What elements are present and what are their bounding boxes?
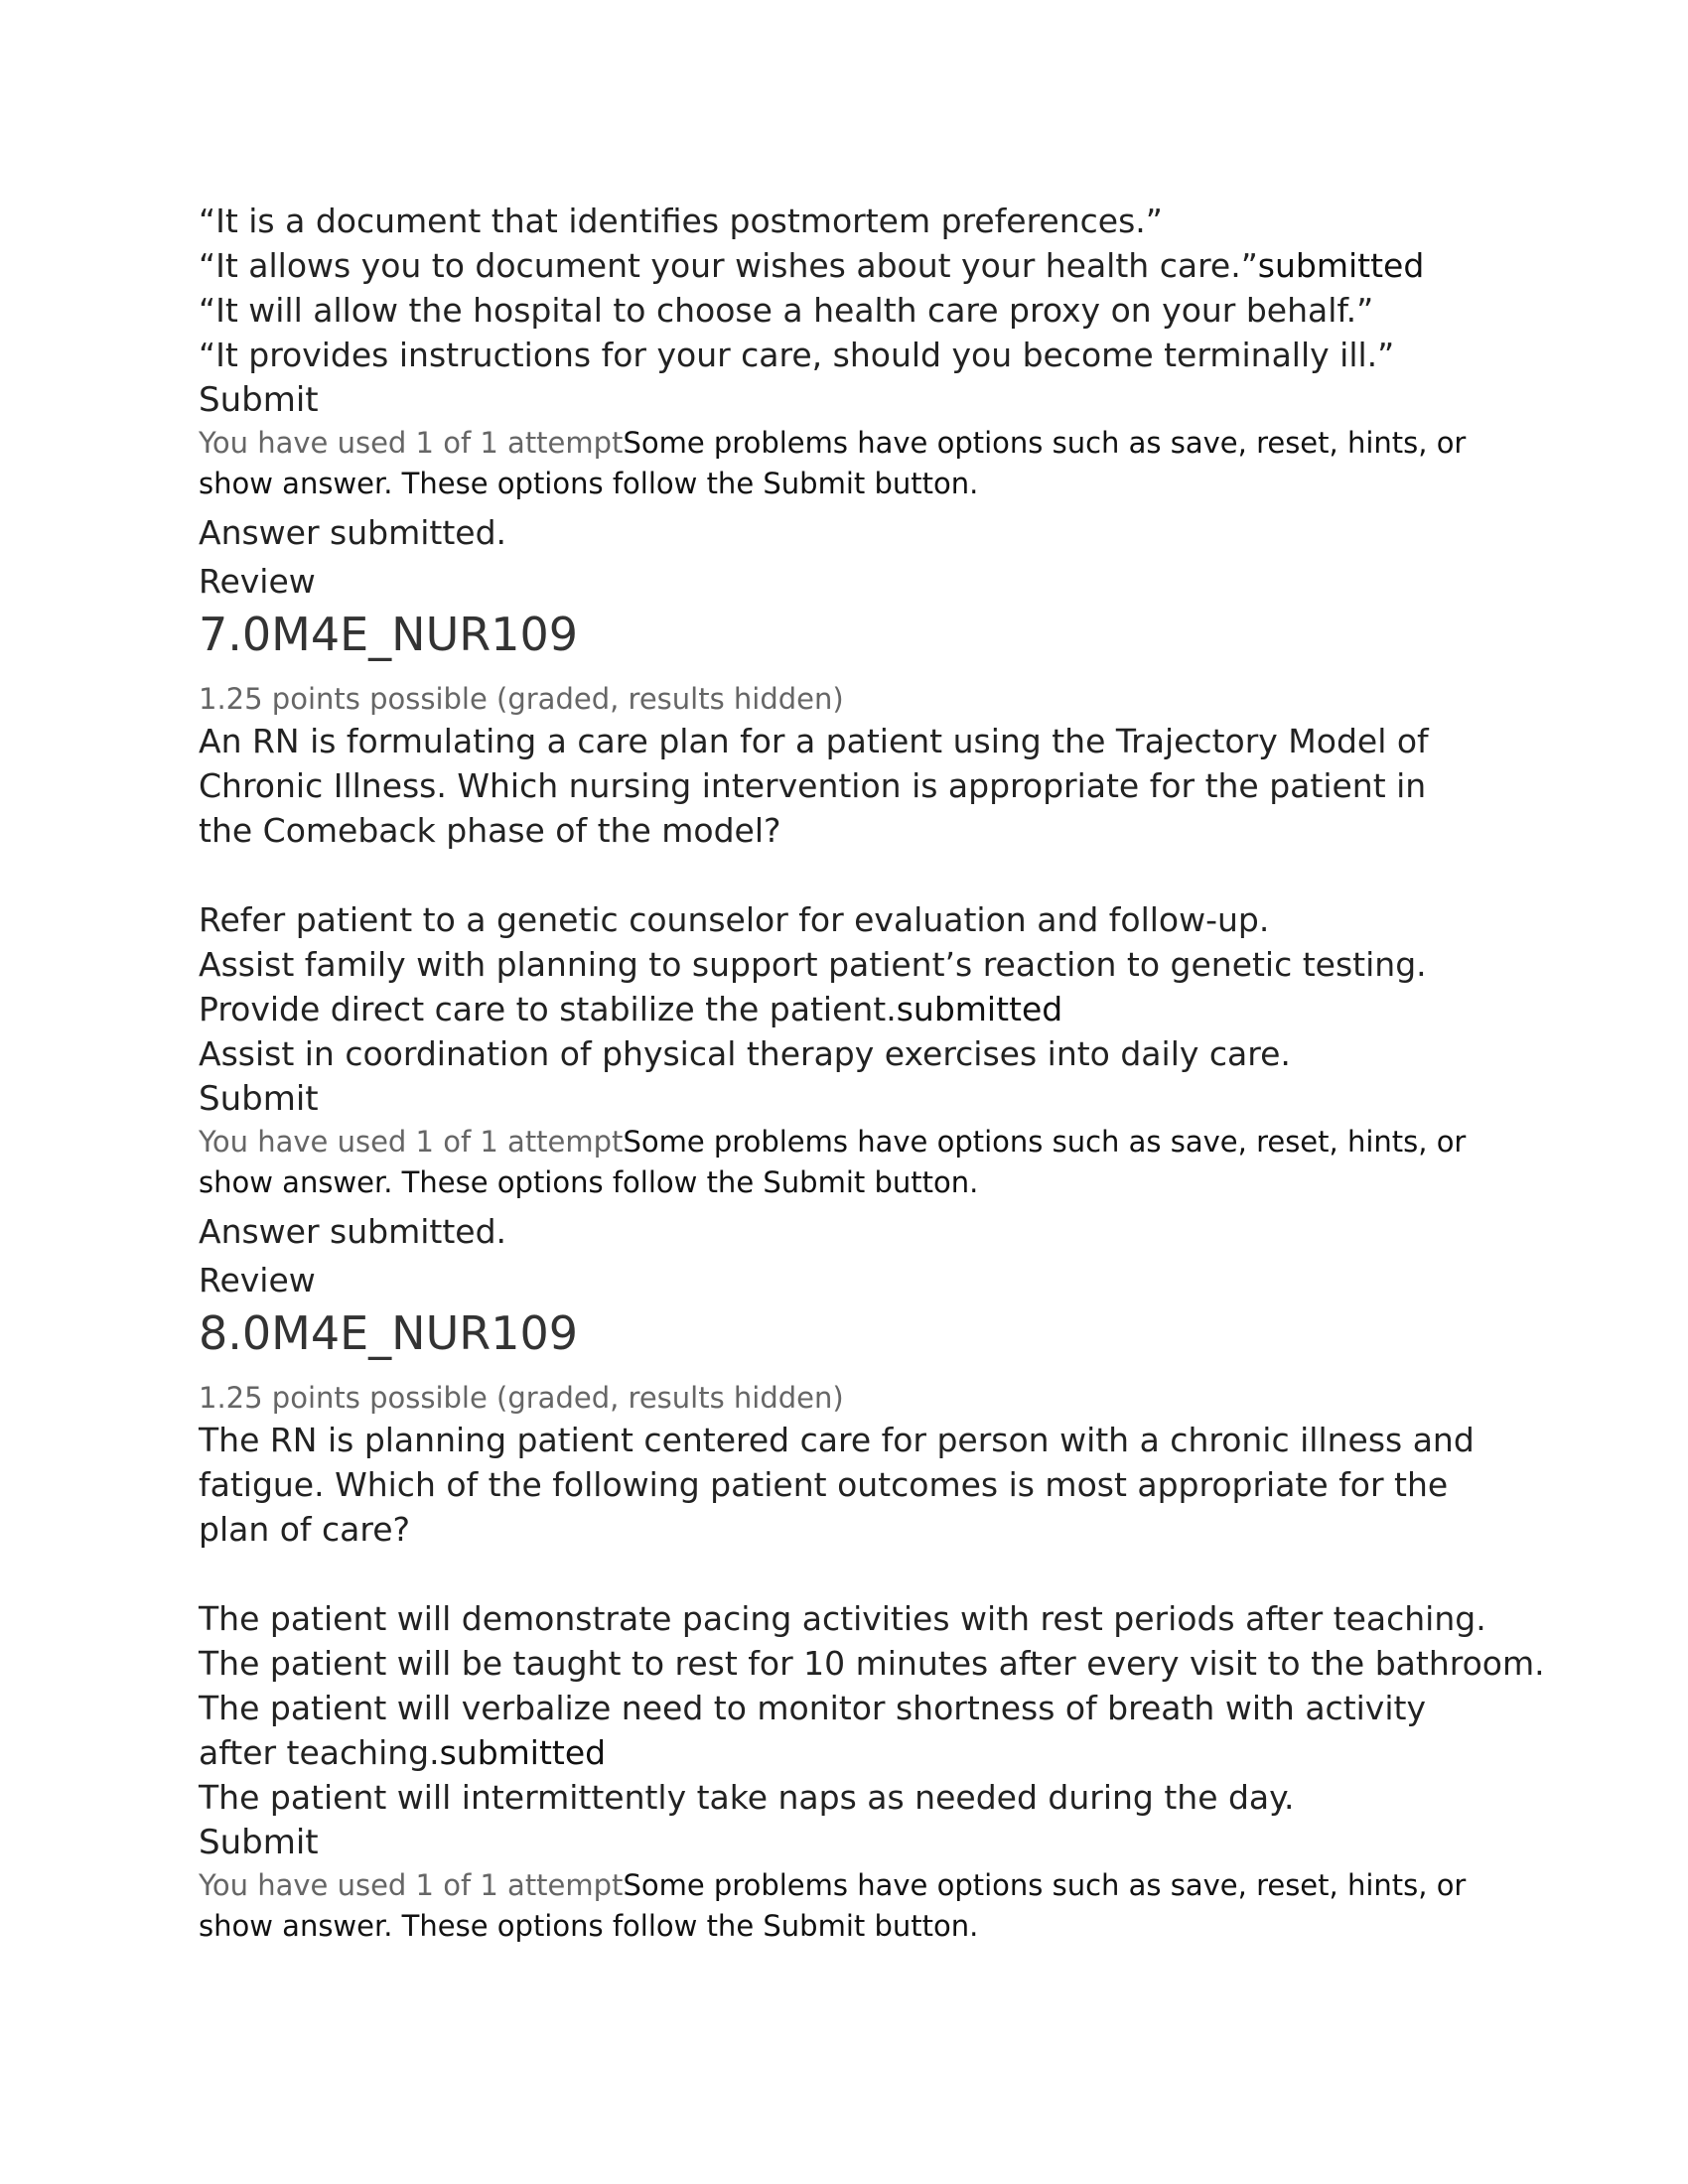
option-label: The patient will verbalize need to monitor shortness of breath with activity after teaching. [199,1689,1426,1772]
question-title: 8.0M4E_NUR109 [199,1306,579,1360]
option-q7-2[interactable] [199,942,1489,987]
submit-button[interactable]: Submit [199,380,319,420]
option-label: Provide direct care to stabilize the patient. [199,990,897,1028]
option-q8-4[interactable] [199,1775,1489,1820]
review-button[interactable]: Review [199,1261,316,1299]
option-label: Assist in coordination of physical therapy exercises into daily care. [199,1034,1291,1073]
attempts-info [199,423,1489,504]
question-prompt: The RN is planning patient centered care for person with a chronic illness and fatigue. Which of the following patient outcomes is most appropriate for the plan of care? [199,1421,1475,1549]
submitted-tag: submitted [1257,246,1425,285]
option-label: The patient will demonstrate pacing activities with rest periods after teaching. [199,1599,1486,1638]
option-label: “It is a document that identifies postmortem preferences.” [199,202,1163,240]
question-title: 7.0M4E_NUR109 [199,608,579,661]
points-info: 1.25 points possible (graded, results hidden) [199,1381,844,1415]
attempts-info [199,1122,1489,1203]
option-label: “It will allow the hospital to choose a health care proxy on your behalf.” [199,291,1374,330]
option-label: Refer patient to a genetic counselor for evaluation and follow-up. [199,900,1270,939]
option-q6-3[interactable] [199,288,1489,333]
submitted-tag: submitted [439,1733,607,1772]
submit-button[interactable]: Submit [199,1079,319,1119]
option-q8-3[interactable] [199,1686,1489,1775]
option-q7-3[interactable] [199,987,1489,1031]
question-7 [199,606,1489,1304]
option-q8-1[interactable] [199,1596,1489,1641]
option-q7-4[interactable] [199,1031,1489,1076]
option-q7-1[interactable] [199,897,1489,942]
attempts-count: You have used 1 of 1 attempt [199,1868,624,1902]
option-label: The patient will be taught to rest for 10 minutes after every visit to the bathroom. [199,1644,1545,1683]
attempts-count: You have used 1 of 1 attempt [199,426,624,460]
question-6 [199,199,1489,606]
question-prompt: An RN is formulating a care plan for a patient using the Trajectory Model of Chronic Illness. Which nursing intervention is appropriate for the patient in the Comeback phase of the model? [199,722,1429,850]
submitted-tag: submitted [896,990,1063,1028]
option-label: Assist family with planning to support patient’s reaction to genetic testing. [199,945,1427,984]
attempts-count: You have used 1 of 1 attempt [199,1125,624,1159]
points-info: 1.25 points possible (graded, results hidden) [199,682,844,716]
answer-status: Answer submitted. [199,513,507,552]
option-q6-1[interactable] [199,199,1489,243]
option-label: The patient will intermittently take naps as needed during the day. [199,1778,1295,1817]
option-q6-2[interactable] [199,243,1489,288]
options-note: Some problems have options such as save, reset, hints, or show answer. These options follow the Submit button. [199,1868,1467,1943]
option-label: “It allows you to document your wishes about your health care.” [199,246,1258,285]
option-q8-2[interactable] [199,1641,1545,1686]
attempts-info [199,1865,1489,1947]
option-label: “It provides instructions for your care, should you become terminally ill.” [199,336,1395,374]
page-content [199,199,1545,1947]
question-8 [199,1304,1545,1947]
option-q6-4[interactable] [199,333,1489,377]
options-note: Some problems have options such as save, reset, hints, or show answer. These options follow the Submit button. [199,1125,1467,1199]
options-note: Some problems have options such as save, reset, hints, or show answer. These options follow the Submit button. [199,426,1467,500]
answer-status: Answer submitted. [199,1212,507,1251]
review-button[interactable]: Review [199,562,316,601]
submit-button[interactable]: Submit [199,1823,319,1862]
